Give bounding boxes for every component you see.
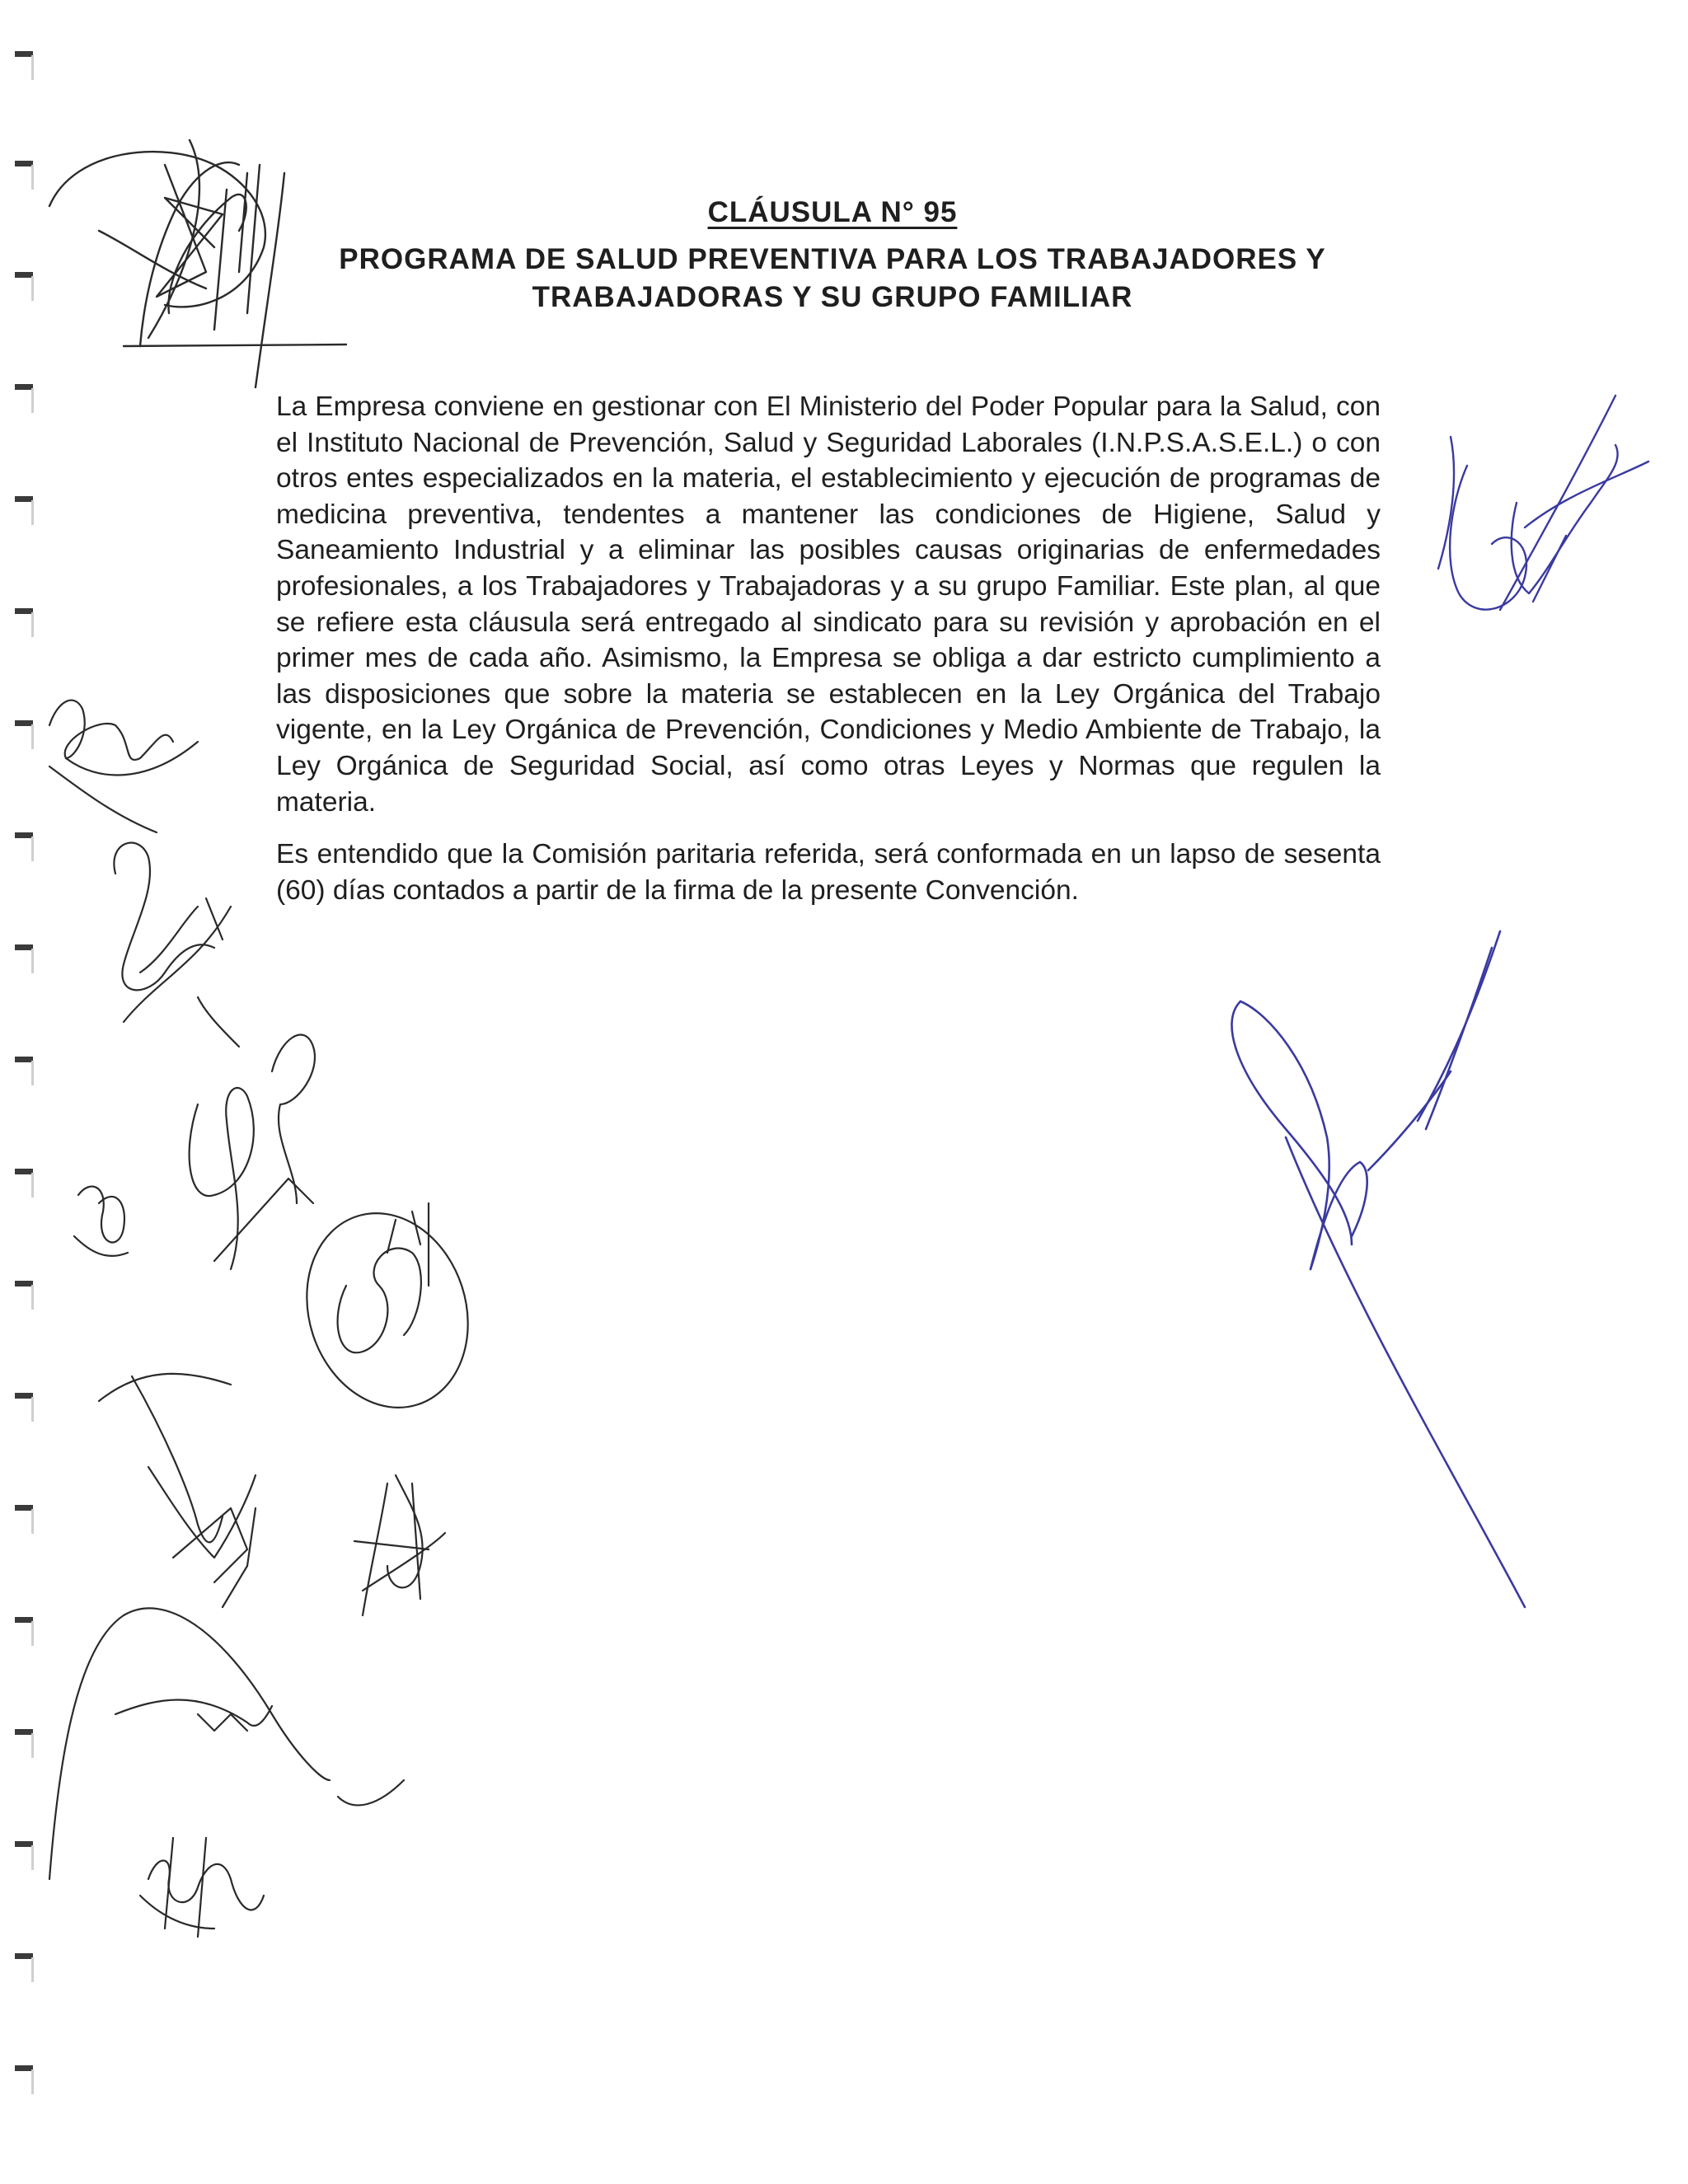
- binder-hole-mark: [15, 720, 33, 748]
- signature: [283, 1193, 493, 1429]
- clause-heading: [280, 196, 1385, 316]
- binder-hole-mark: [15, 272, 33, 300]
- signature: [1231, 931, 1525, 1607]
- binder-hole-mark: [15, 51, 33, 79]
- binder-hole-mark: [15, 2065, 33, 2093]
- signature: [74, 1187, 128, 1256]
- signature: [49, 701, 198, 832]
- signature: [99, 1374, 256, 1607]
- binder-hole-mark: [15, 384, 33, 412]
- binder-hole-mark: [15, 1617, 33, 1645]
- binder-hole-mark: [15, 608, 33, 636]
- binder-hole-mark: [15, 832, 33, 860]
- binder-hole-mark: [15, 1281, 33, 1309]
- clause-body: [276, 389, 1381, 925]
- binder-hole-mark: [15, 944, 33, 972]
- clause-subtitle-line: TRABAJADORAS Y SU GRUPO FAMILIAR: [532, 281, 1133, 313]
- binder-hole-mark: [15, 161, 33, 189]
- binder-hole-mark: [15, 1841, 33, 1869]
- clause-subtitle-line: PROGRAMA DE SALUD PREVENTIVA PARA LOS TRABAJADORES Y: [339, 243, 1326, 275]
- binder-hole-mark: [15, 1393, 33, 1421]
- body-paragraph: La Empresa conviene en gestionar con El Ministerio del Poder Popular para la Salud, con el Instituto Nacional de Prevención, Salud y Seguridad Laborales (I.N.P.S.A.S.E.L.) o con otros entes especializados en la materia, el establecimiento y ejecución de programas de medicina preventiva, tendentes a mantener las condiciones de Higiene, Salud y Saneamiento Industrial y a eliminar las posibles causas originarias de enfermedades profesionales, a los Trabajadores y Trabajadoras y a su grupo Familiar. Este plan, al que se refiere esta cláusula será entregado al sindicato para su revisión y aprobación en el primer mes de cada año. Asimismo, la Empresa se obliga a dar estricto cumplimiento a las disposiciones que sobre la materia se establecen en la Ley Orgánica del Trabajo vigente, en la Ley Orgánica de Prevención, Condiciones y Medio Ambiente de Trabajo, la Ley Orgánica de Seguridad Social, así como otras Leyes y Normas que regulen la materia.: [276, 391, 1381, 818]
- binder-hole-mark: [15, 1169, 33, 1197]
- signature: [354, 1475, 445, 1615]
- signature: [1438, 396, 1648, 610]
- signature: [49, 1608, 404, 1879]
- clause-title: CLÁUSULA N° 95: [707, 196, 958, 228]
- signature: [114, 843, 231, 1022]
- binder-hole-mark: [15, 1505, 33, 1533]
- binder-hole-mark: [15, 496, 33, 524]
- signature: [190, 997, 315, 1269]
- binder-hole-mark: [15, 1729, 33, 1757]
- clause-subtitle: [280, 241, 1385, 316]
- binder-hole-mark: [15, 1057, 33, 1085]
- signature: [140, 1838, 264, 1937]
- binder-hole-mark: [15, 1953, 33, 1981]
- body-paragraph: Es entendido que la Comisión paritaria referida, será conformada en un lapso de sesenta (60) días contados a partir de la firma de la presente Convención.: [276, 839, 1381, 906]
